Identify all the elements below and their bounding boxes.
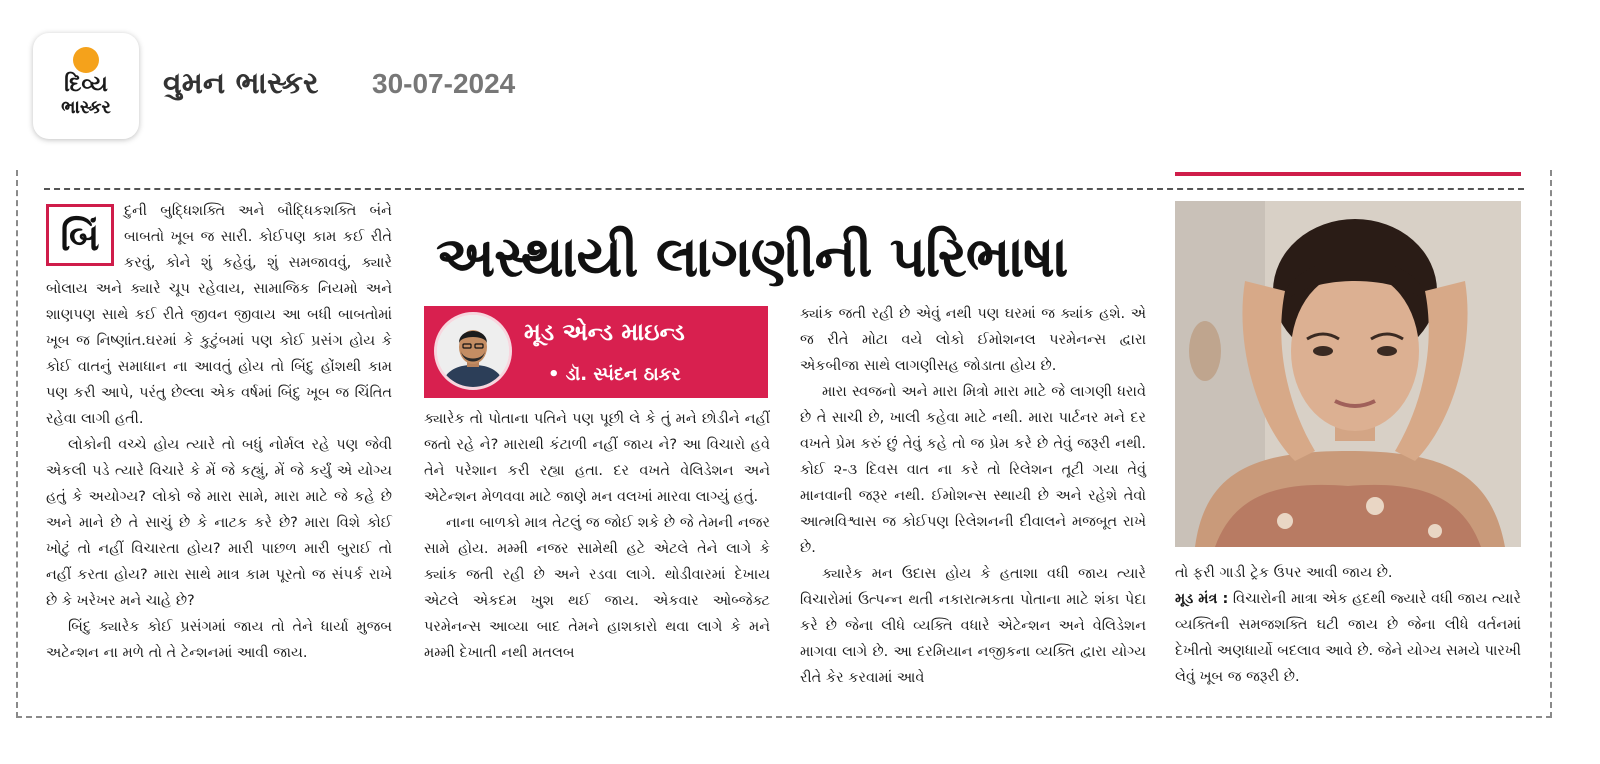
column-banner xyxy=(424,306,768,398)
paragraph: દુની બુદ્ધિશક્તિ અને બૌદ્ધિકશક્તિ બંને બાબતો ખૂબ જ સારી. કોઈપણ કામ કઈ રીતે કરવું, કોને શું કહેવું, શું સમજાવવું, ક્યારે બોલાય અને ક્યારે ચૂપ રહેવાય, સામાજિક નિયમો અને શાણપણ સાથે કઈ રીતે જીવન જીવાય આ બધી બાબતોમાં ખૂબ જ નિષ્ણાંત.ઘરમાં કે કુટુંબમાં પણ કોઈ પ્રસંગ હોય કે કોઈ વાતનું સમાધાન ના આવતું હોય તો બિંદુ હોંશથી કામ પણ કરી આપે, પરંતુ છેલ્લા એક વર્ષમાં બિંદુ ખૂબ જ ચિંતિત રહેવા લાગી હતી. xyxy=(46,203,392,427)
article-column-3 xyxy=(800,301,1146,691)
logo-text-top: દિવ્ય xyxy=(64,72,108,97)
mood-mantra xyxy=(1175,586,1521,690)
article-column-4 xyxy=(1175,560,1521,690)
mood-mantra-text: વિચારોની માત્રા એક હદથી જ્યારે વધી જાય ત્યારે વ્યક્તિની સમજશક્તિ ઘટી જાય છે જેના લીધે વર્તનમાં દેખીતો અણધાર્યો બદલાવ આવે છે. જેને યોગ્ય સમયે પારખી લેવું ખૂબ જ જરૂરી છે. xyxy=(1175,591,1521,685)
paragraph: લોકોની વચ્ચે હોય ત્યારે તો બધું નોર્મલ રહે પણ જેવી એકલી પડે ત્યારે વિચારે કે મેં જે કહ્યું, મેં જે કર્યું એ યોગ્ય હતું કે અયોગ્ય? લોકો જે મારા સામે, મારા માટે જે કહે છે અને માને છે તે સાચું છે કે નાટક કરે છે? મારા વિશે કોઈ ખોટું તો નહીં વિચારતા હોય? મારી પાછળ મારી બુરાઈ તો નહીં કરતા હોય? મારા સાથે માત્ર કામ પૂરતો જ સંપર્ક રાખે છે કે ખરેખર મને ચાહે છે? xyxy=(46,437,392,609)
paragraph: ક્યાંક જતી રહી છે એવું નથી પણ ઘરમાં જ ક્યાંક હશે. એ જ રીતે મોટા વયે લોકો ઈમોશનલ પરમેનન્સ દ્વારા એકબીજા સાથે લાગણીસહ જોડાતા હોય છે. xyxy=(800,306,1146,374)
paragraph: મારા સ્વજનો અને મારા મિત્રો મારા માટે જે લાગણી ધરાવે છે તે સાચી છે, ખાલી કહેવા માટે નથી. મારા પાર્ટનર મને દર વખતે પ્રેમ કરું છું તેવું કહે તો જ પ્રેમ કરે છે તેવું જરૂરી નથી. કોઈ ૨-૩ દિવસ વાત ના કરે તો રિલેશન તૂટી ગયા તેવું માનવાની જરૂર નથી. ઈમોશન્સ સ્થાયી છે અને રહેશે તેવો આત્મવિશ્વાસ જ કોઈપણ રિલેશનની દીવાલને મજબૂત રાખે છે. xyxy=(800,384,1146,556)
paragraph: તો ફરી ગાડી ટ્રેક ઉપર આવી જાય છે. xyxy=(1175,565,1393,581)
publication-logo[interactable] xyxy=(33,33,139,139)
logo-text-bottom: ભાસ્કર xyxy=(61,97,111,118)
paragraph: ક્યારેક તો પોતાના પતિને પણ પૂછી લે કે તું મને છોડીને નહીં જતો રહે ને? મારાથી કંટાળી નહીં જાય ને? આ વિચારો હવે તેને પરેશાન કરી રહ્યા હતા. દર વખતે વેલિડેશન અને એટેન્શન મેળવવા માટે જાણે મન વલખાં મારવા લાગ્યું હતું. xyxy=(424,411,770,505)
article-column-1 xyxy=(46,198,392,666)
column-author: • ડૉ. સ્પંદન ઠાકર xyxy=(548,364,681,385)
article-photo xyxy=(1175,201,1521,547)
logo-sun-icon xyxy=(73,47,99,73)
author-avatar xyxy=(434,312,512,390)
publication-name: વુમન ભાસ્કર xyxy=(163,66,319,101)
drop-cap: બિં xyxy=(46,204,114,266)
article-headline: અસ્થાયી લાગણીની પરિભાષા xyxy=(436,225,1068,290)
paragraph: નાના બાળકો માત્ર તેટલું જ જોઈ શકે છે જે તેમની નજર સામે હોય. મમ્મી નજર સામેથી હટે એટલે તેને લાગે કે ક્યાંક જતી રહી છે અને રડવા લાગે. થોડીવારમાં દેખાય એટલે એકદમ ખુશ થઈ જાય. એકવાર ઓબ્જેક્ટ પરમેનન્સ આવ્યા બાદ તેમને હાશકારો થવા લાગે કે મને મમ્મી દેખાતી નથી મતલબ xyxy=(424,515,770,661)
mood-mantra-label: મૂડ મંત્ર : xyxy=(1175,591,1229,607)
accent-rule xyxy=(1175,172,1521,176)
article-column-2 xyxy=(424,406,770,666)
top-divider xyxy=(44,188,1524,190)
publication-date: 30-07-2024 xyxy=(372,68,516,99)
paragraph: બિંદુ ક્યારેક કોઈ પ્રસંગમાં જાય તો તેને ધાર્યા મુજબ અટેન્શન ના મળે તો તે ટેન્શનમાં આવી જાય. xyxy=(46,619,392,661)
paragraph: ક્યારેક મન ઉદાસ હોય કે હતાશા વધી જાય ત્યારે વિચારોમાં ઉત્પન્ન થતી નકારાત્મકતા પોતાના માટે શંકા પેદા કરે છે જેના લીધે વ્યક્તિ વધારે એટેન્શન અને વેલિડેશન માગવા લાગે છે. આ દરમિયાન નજીકના વ્યક્તિ દ્વારા યોગ્ય રીતે કેર કરવામાં આવે xyxy=(800,566,1146,686)
column-title: મૂડ એન્ડ માઇન્ડ xyxy=(524,318,685,346)
